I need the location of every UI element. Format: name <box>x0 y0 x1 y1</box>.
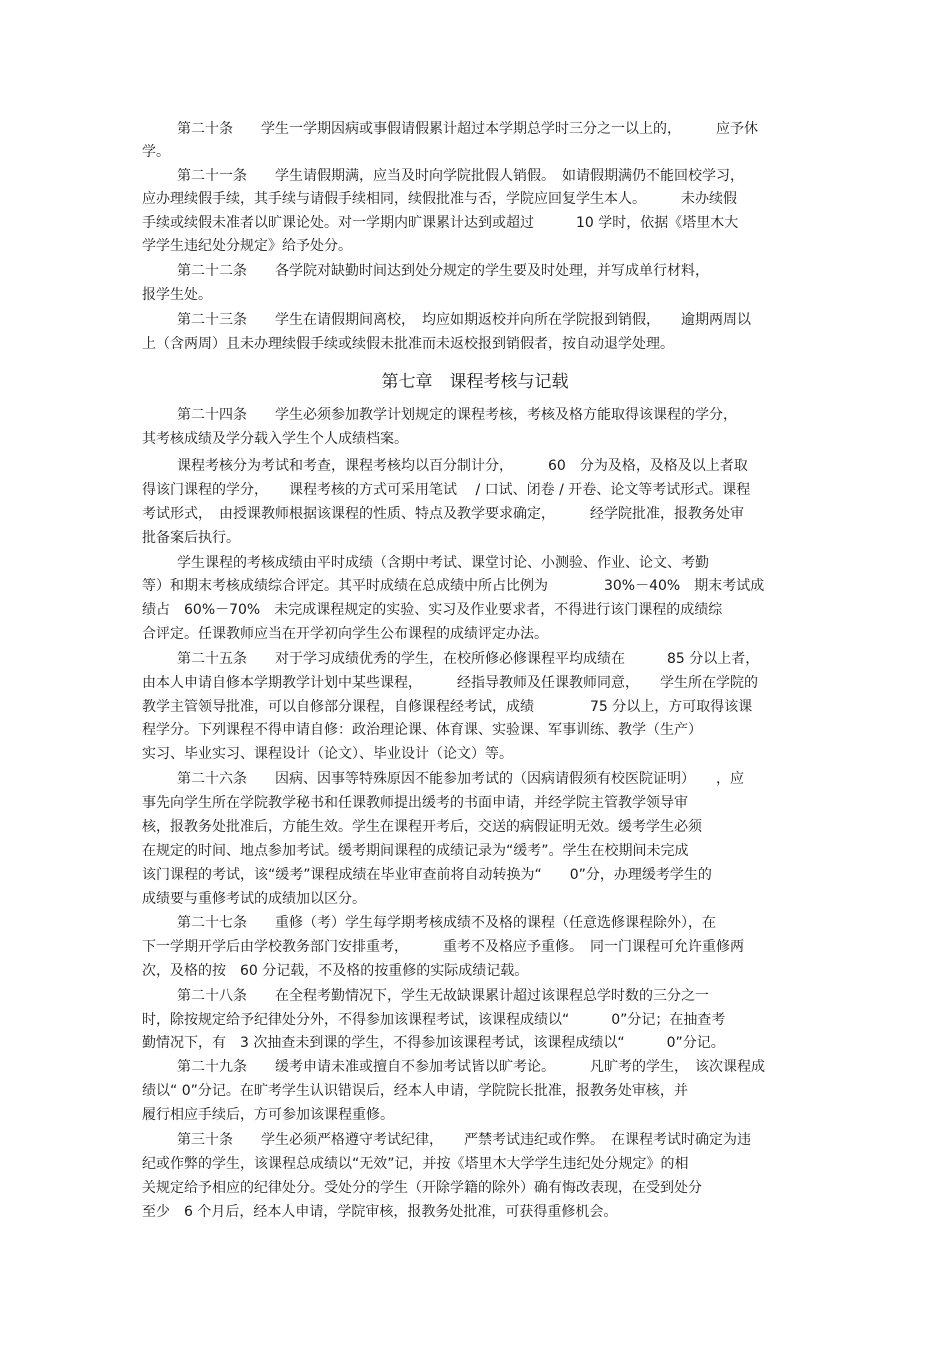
article-26-line-3: 核，报教务处批准后，方能生效。学生在课程开考后，交送的病假证明无效。缓考学生必须 <box>142 819 702 835</box>
article-21-line-2: 应办理续假手续，其手续与请假手续相同，续假批准与否，学院应回复学生本人。 未办续假 <box>142 191 737 207</box>
article-28-line-2: 时，除按规定给予纪律处分外，不得参加该课程考试，该课程成绩以“ 0”分记；在抽查考 <box>142 1012 726 1028</box>
article-28-line-3: 勤情况下，有 3 次抽查未到课的学生，不得参加该课程考试，该课程成绩以“ 0”分记。 <box>142 1035 725 1051</box>
grade-composition-line-3: 绩占 60%－70% 未完成课程规定的实验、实习及作业要求者，不得进行该门课程的成绩综 <box>142 602 723 618</box>
grade-composition-line-4: 合评定。任课教师应当在开学初向学生公布课程的成绩评定办法。 <box>142 626 548 642</box>
article-21-line-1: 第二十一条 学生请假期满，应当及时向学院批假人销假。 如请假期满仍不能回校学习， <box>177 168 744 184</box>
article-25-line-2: 由本人申请自修本学期教学计划中某些课程， 经指导教师及任课教师同意， 学生所在学院的 <box>142 675 758 691</box>
exam-types-line-1: 课程考核分为考试和考查，课程考核均以百分制计分， 60 分为及格，及格及以上者取 <box>177 458 748 474</box>
article-29-line-3: 履行相应手续后，方可参加该课程重修。 <box>142 1107 394 1123</box>
article-24-line-1: 第二十四条 学生必须参加教学计划规定的课程考核，考核及格方能取得该课程的学分， <box>177 407 737 423</box>
article-25-line-1: 第二十五条 对于学习成绩优秀的学生，在校所修必修课程平均成绩在 85 分以上者， <box>177 651 760 667</box>
article-26-line-2: 事先向学生所在学院教学秘书和任课教师提出缓考的书面申请，并经学院主管教学领导审 <box>142 795 688 811</box>
article-27-line-3: 次，及格的按 60 分记载，不及格的按重修的实际成绩记载。 <box>142 963 529 979</box>
article-27-line-1: 第二十七条 重修（考）学生每学期考核成绩不及格的课程（任意选修课程除外），在 <box>177 915 716 931</box>
article-26-line-5: 该门课程的考试，该“缓考”课程成绩在毕业审查前将自动转换为“ 0”分，办理缓考学生的 <box>142 867 712 883</box>
article-20-line-2: 学。 <box>142 144 170 160</box>
article-28-line-1: 第二十八条 在全程考勤情况下，学生无故缺课累计超过该课程总学时数的三分之一 <box>177 988 709 1004</box>
article-30-line-4: 至少 6 个月后，经本人申请，学院审核，报教务处批准，可获得重修机会。 <box>142 1204 618 1220</box>
article-30-line-3: 关规定给予相应的纪律处分。受处分的学生（开除学籍的除外）确有悔改表现，在受到处分 <box>142 1180 702 1196</box>
article-23-line-2: 上（含两周）且未办理续假手续或续假未批准而未返校报到销假者，按自动退学处理。 <box>142 336 674 352</box>
chapter-7-heading: 第七章 课程考核与记载 <box>381 372 569 392</box>
article-20-line-1: 第二十条 学生一学期因病或事假请假累计超过本学期总学时三分之一以上的， 应予休 <box>177 121 758 137</box>
exam-types-line-2: 得该门课程的学分， 课程考核的方式可采用笔试 / 口试、闭卷 / 开卷、论文等考试形式。课程 <box>142 482 751 498</box>
article-22-line-2: 报学生处。 <box>142 287 212 303</box>
article-26-line-6: 成绩要与重修考试的成绩加以区分。 <box>142 891 366 907</box>
exam-types-line-4: 批备案后执行。 <box>142 530 240 546</box>
exam-types-line-3: 考试形式， 由授课教师根据该课程的性质、特点及教学要求确定， 经学院批准，报教务处审 <box>142 506 744 522</box>
article-23-line-1: 第二十三条 学生在请假期间离校， 均应如期返校并向所在学院报到销假， 逾期两周以 <box>177 312 751 328</box>
grade-composition-line-2: 等）和期末考核成绩综合评定。其平时成绩在总成绩中所占比例为 30%－40% 期末考试成 <box>142 578 765 594</box>
article-21-line-4: 学学生违纪处分规定》给予处分。 <box>142 238 352 254</box>
article-26-line-4: 在规定的时间、地点参加考试。缓考期间课程的成绩记录为“缓考”。学生在校期间未完成 <box>142 843 689 859</box>
article-30-line-2: 纪或作弊的学生，该课程总成绩以“无效”记，并按《塔里木大学学生违纪处分规定》的相 <box>142 1156 689 1172</box>
article-27-line-2: 下一学期开学后由学校教务部门安排重考， 重考不及格应予重修。 同一门课程可允许重修两 <box>142 939 744 955</box>
article-26-line-1: 第二十六条 因病、因事等特殊原因不能参加考试的（因病请假须有校医院证明） ，应 <box>177 771 744 787</box>
article-25-line-5: 实习、毕业实习、课程设计（论文）、毕业设计（论文）等。 <box>142 746 513 762</box>
article-29-line-1: 第二十九条 缓考申请未准或擅自不参加考试皆以旷考论。 凡旷考的学生， 该次课程成 <box>177 1059 765 1075</box>
article-30-line-1: 第三十条 学生必须严格遵守考试纪律， 严禁考试违纪或作弊。 在课程考试时确定为违 <box>177 1132 751 1148</box>
article-25-line-3: 教学主管领导批准，可以自修部分课程，自修课程经考试，成绩 75 分以上，方可取得该课 <box>142 699 753 715</box>
article-29-line-2: 绩以“ 0”分记。在旷考学生认识错误后，经本人申请，学院院长批准，报教务处审核，并 <box>142 1083 688 1099</box>
article-21-line-3: 手续或续假未准者以旷课论处。对一学期内旷课累计达到或超过 10 学时，依据《塔里木大 <box>142 215 739 231</box>
article-22-line-1: 第二十二条 各学院对缺勤时间达到处分规定的学生要及时处理，并写成单行材料， <box>177 263 709 279</box>
article-24-line-2: 其考核成绩及学分载入学生个人成绩档案。 <box>142 431 408 447</box>
grade-composition-line-1: 学生课程的考核成绩由平时成绩（含期中考试、课堂讨论、小测验、作业、论文、考勤 <box>177 555 709 571</box>
article-25-line-4: 程学分。下列课程不得申请自修：政治理论课、体育课、实验课、军事训练、教学（生产） <box>142 722 702 738</box>
